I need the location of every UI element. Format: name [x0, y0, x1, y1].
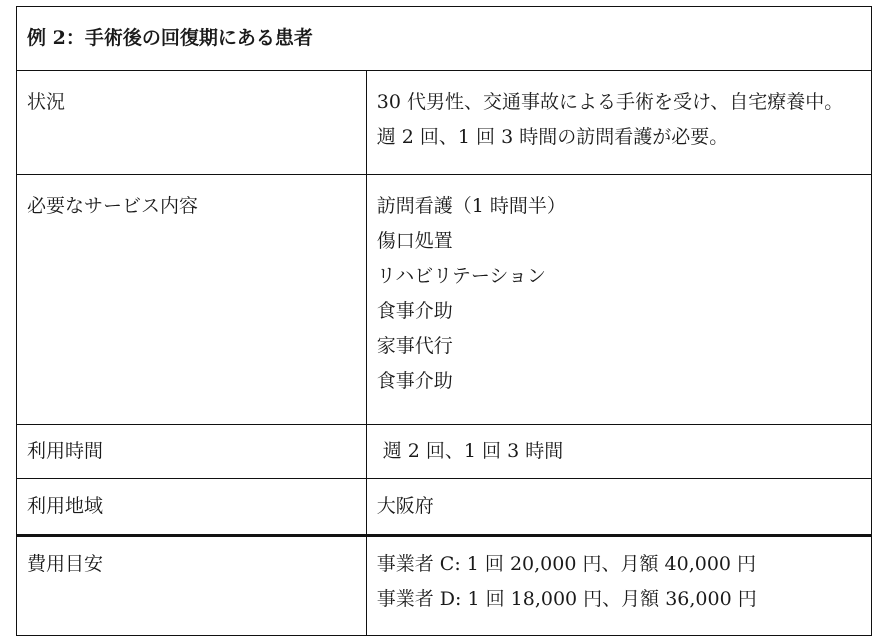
service-item: 傷口処置: [376, 230, 453, 252]
table-row-situation: [17, 71, 872, 175]
situation-value: [366, 71, 871, 175]
table-row-area: [17, 479, 872, 536]
situation-label: 状況: [17, 71, 367, 175]
usage-time-label: 利用時間: [17, 425, 367, 479]
services-value: [366, 175, 871, 425]
table-row-usage-time: [17, 425, 872, 479]
service-item: リハビリテーション: [376, 265, 547, 287]
situation-text: 30 代男性、交通事故による手術を受け、自宅療養中。週 2 回、1 回 3 時間の訪問看護が必要。: [376, 91, 844, 148]
service-item: 訪問看護（1 時間半）: [376, 195, 566, 217]
table-row-services: [17, 175, 872, 425]
usage-time-text: 週 2 回、1 回 3 時間: [382, 440, 564, 462]
area-value: 大阪府: [366, 479, 871, 536]
table-row-cost: [17, 536, 872, 636]
usage-time-value: [366, 425, 871, 479]
cost-value: [366, 536, 871, 636]
cost-label: 費用目安: [17, 536, 367, 636]
service-item: 食事介助: [376, 370, 453, 392]
cost-line: 事業者 C: 1 回 20,000 円、月額 40,000 円: [376, 553, 757, 575]
area-label: 利用地域: [17, 479, 367, 536]
service-item: 食事介助: [376, 300, 453, 322]
services-label: 必要なサービス内容: [17, 175, 367, 425]
case-table: [16, 6, 872, 636]
cost-line: 事業者 D: 1 回 18,000 円、月額 36,000 円: [376, 588, 757, 610]
service-item: 家事代行: [376, 335, 453, 357]
title-row: [17, 7, 872, 71]
table-title: 例 2：手術後の回復期にある患者: [17, 7, 872, 71]
